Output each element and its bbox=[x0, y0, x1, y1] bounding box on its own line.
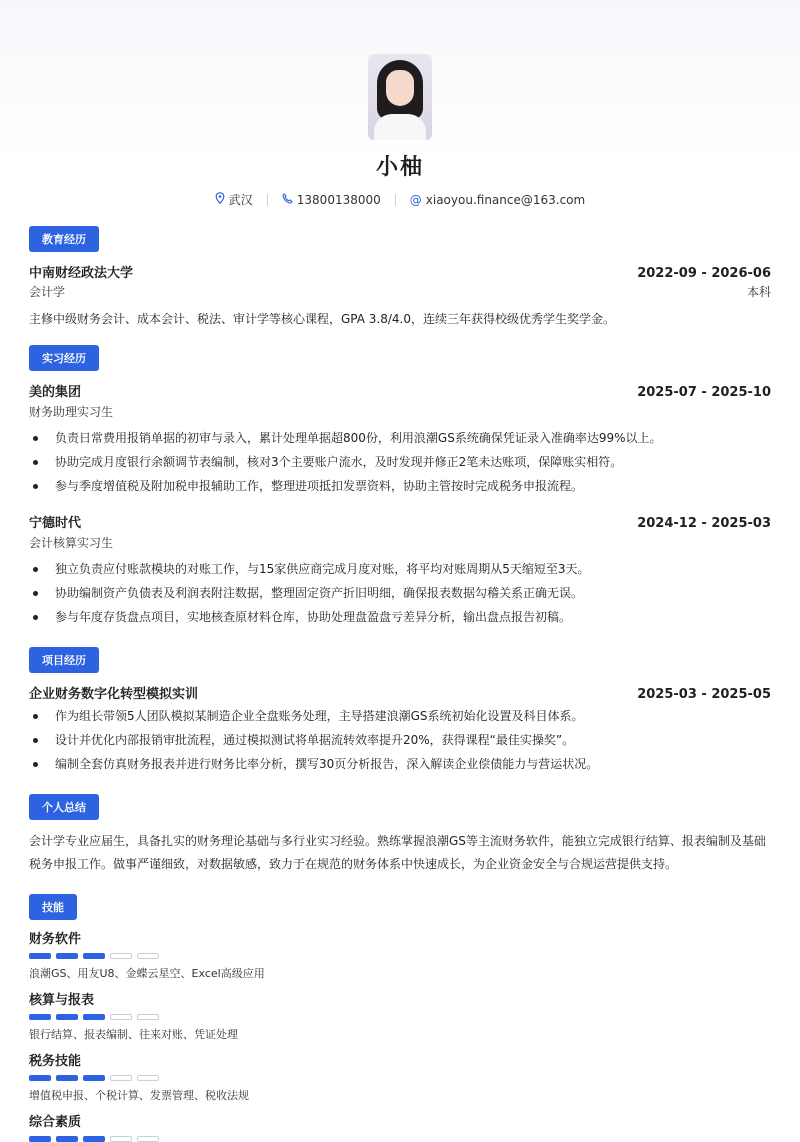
skill-level-filled bbox=[56, 1014, 78, 1020]
skill-level-bar bbox=[29, 1014, 771, 1020]
education-date: 2022-09 - 2026-06 bbox=[637, 266, 771, 281]
skills-list bbox=[29, 928, 771, 1142]
project-section bbox=[29, 629, 771, 776]
skill-level-filled bbox=[83, 1075, 105, 1081]
at-sign-icon: @ bbox=[409, 192, 422, 207]
skill-level-filled bbox=[83, 1136, 105, 1142]
candidate-name: 小柚 bbox=[375, 155, 424, 180]
internship-section bbox=[29, 327, 771, 629]
skill-item bbox=[29, 928, 771, 981]
list-item: 设计并优化内部报销审批流程，通过模拟测试将单据流转效率提升20%，获得课程“最佳实操奖”。 bbox=[29, 728, 771, 752]
skill-level-empty bbox=[110, 1075, 132, 1081]
list-item: 编制全套仿真财务报表并进行财务比率分析，撰写30页分析报告，深入解读企业偿债能力与营运状况。 bbox=[29, 752, 771, 776]
list-item: 参与年度存货盘点项目，实地核查原材料仓库，协助处理盘盈盘亏差异分析，输出盘点报告初稿。 bbox=[29, 605, 771, 629]
skill-level-filled bbox=[29, 1014, 51, 1020]
project-name: 企业财务数字化转型模拟实训 bbox=[29, 687, 199, 702]
list-item: 作为组长带领5人团队模拟某制造企业全盘账务处理，主导搭建浪潮GS系统初始化设置及科目体系。 bbox=[29, 704, 771, 728]
skill-level-bar bbox=[29, 1136, 771, 1142]
email-text[interactable]: xiaoyou.finance@163.com bbox=[425, 192, 586, 207]
section-tag-summary: 个人总结 bbox=[29, 794, 99, 820]
skill-level-filled bbox=[29, 1075, 51, 1081]
location-pin-icon bbox=[215, 192, 225, 207]
section-tag-skills: 技能 bbox=[29, 894, 77, 920]
skill-name: 财务软件 bbox=[29, 932, 82, 947]
contact-bar bbox=[0, 191, 800, 208]
resume-content bbox=[0, 208, 800, 1142]
skill-item bbox=[29, 989, 771, 1042]
education-description: 主修中级财务会计、成本会计、税法、审计学等核心课程，GPA 3.8/4.0，连续三年获得校级优秀学生奖学金。 bbox=[29, 312, 616, 326]
company-name: 宁德时代 bbox=[29, 516, 82, 531]
skill-level-filled bbox=[56, 953, 78, 959]
email-item bbox=[410, 193, 585, 207]
list-item: 协助编制资产负债表及利润表附注数据，整理固定资产折旧明细，确保报表数据勾稽关系正确无误。 bbox=[29, 581, 771, 605]
skill-item bbox=[29, 1050, 771, 1103]
section-tag-internship: 实习经历 bbox=[29, 345, 99, 371]
job-role: 财务助理实习生 bbox=[29, 405, 114, 419]
list-item: 负责日常费用报销单据的初审与录入，累计处理单据超800份，利用浪潮GS系统确保凭证录入准确率达99%以上。 bbox=[29, 426, 771, 450]
skill-level-empty bbox=[110, 953, 132, 959]
list-item: 独立负责应付账款模块的对账工作，与15家供应商完成月度对账，将平均对账周期从5天缩短至3天。 bbox=[29, 557, 771, 581]
major: 会计学 bbox=[29, 285, 66, 299]
skill-level-empty bbox=[110, 1014, 132, 1020]
project-list bbox=[29, 704, 771, 776]
location-item bbox=[215, 191, 253, 208]
project-entry bbox=[29, 683, 771, 776]
skill-level-empty bbox=[137, 1075, 159, 1081]
skills-section bbox=[29, 876, 771, 1142]
skill-level-filled bbox=[29, 953, 51, 959]
phone-text[interactable]: 13800138000 bbox=[296, 192, 381, 207]
responsibility-list bbox=[29, 426, 771, 498]
education-entry bbox=[29, 262, 771, 327]
skill-level-empty bbox=[137, 953, 159, 959]
job-role: 会计核算实习生 bbox=[29, 536, 114, 550]
school-name: 中南财经政法大学 bbox=[29, 266, 134, 281]
company-name: 美的集团 bbox=[29, 385, 82, 400]
education-section bbox=[29, 208, 771, 327]
skill-name: 核算与报表 bbox=[29, 993, 95, 1008]
skill-name: 综合素质 bbox=[29, 1115, 82, 1130]
responsibility-list bbox=[29, 557, 771, 629]
skill-level-filled bbox=[29, 1136, 51, 1142]
location-text: 武汉 bbox=[228, 193, 253, 207]
skill-level-filled bbox=[83, 953, 105, 959]
skill-description: 银行结算、报表编制、往来对账、凭证处理 bbox=[29, 1028, 238, 1041]
resume-header bbox=[0, 0, 800, 208]
skill-name: 税务技能 bbox=[29, 1054, 82, 1069]
skill-level-bar bbox=[29, 1075, 771, 1081]
list-item: 参与季度增值税及附加税申报辅助工作，整理进项抵扣发票资料，协助主管按时完成税务申报流程。 bbox=[29, 474, 771, 498]
skill-level-empty bbox=[110, 1136, 132, 1142]
skill-level-filled bbox=[56, 1136, 78, 1142]
internship-entry bbox=[29, 381, 771, 498]
section-tag-project: 项目经历 bbox=[29, 647, 99, 673]
summary-text: 会计学专业应届生，具备扎实的财务理论基础与多行业实习经验。熟练掌握浪潮GS等主流财务软件，能独立完成银行结算、报表编制及基础税务申报工作。做事严谨细致，对数据敏感，致力于在规范的财务体系中快速成长，为企业资金安全与合规运营提供支持。 bbox=[29, 834, 766, 871]
phone-item bbox=[282, 193, 381, 207]
degree: 本科 bbox=[746, 285, 771, 299]
internship-date: 2025-07 - 2025-10 bbox=[637, 385, 771, 400]
skill-description: 增值税申报、个税计算、发票管理、税收法规 bbox=[29, 1089, 249, 1102]
skill-level-filled bbox=[83, 1014, 105, 1020]
divider bbox=[395, 194, 396, 206]
skill-level-filled bbox=[56, 1075, 78, 1081]
phone-icon bbox=[282, 193, 293, 207]
list-item: 协助完成月度银行余额调节表编制，核对3个主要账户流水，及时发现并修正2笔未达账项，保障账实相符。 bbox=[29, 450, 771, 474]
profile-photo bbox=[368, 54, 432, 140]
skill-description: 浪潮GS、用友U8、金蝶云星空、Excel高级应用 bbox=[29, 967, 265, 980]
skill-level-empty bbox=[137, 1136, 159, 1142]
skill-item bbox=[29, 1111, 771, 1142]
internship-date: 2024-12 - 2025-03 bbox=[637, 516, 771, 531]
project-date: 2025-03 - 2025-05 bbox=[637, 687, 771, 702]
section-tag-education: 教育经历 bbox=[29, 226, 99, 252]
summary-section bbox=[29, 776, 771, 876]
skill-level-empty bbox=[137, 1014, 159, 1020]
internship-entry bbox=[29, 512, 771, 629]
skill-level-bar bbox=[29, 953, 771, 959]
divider bbox=[267, 194, 268, 206]
